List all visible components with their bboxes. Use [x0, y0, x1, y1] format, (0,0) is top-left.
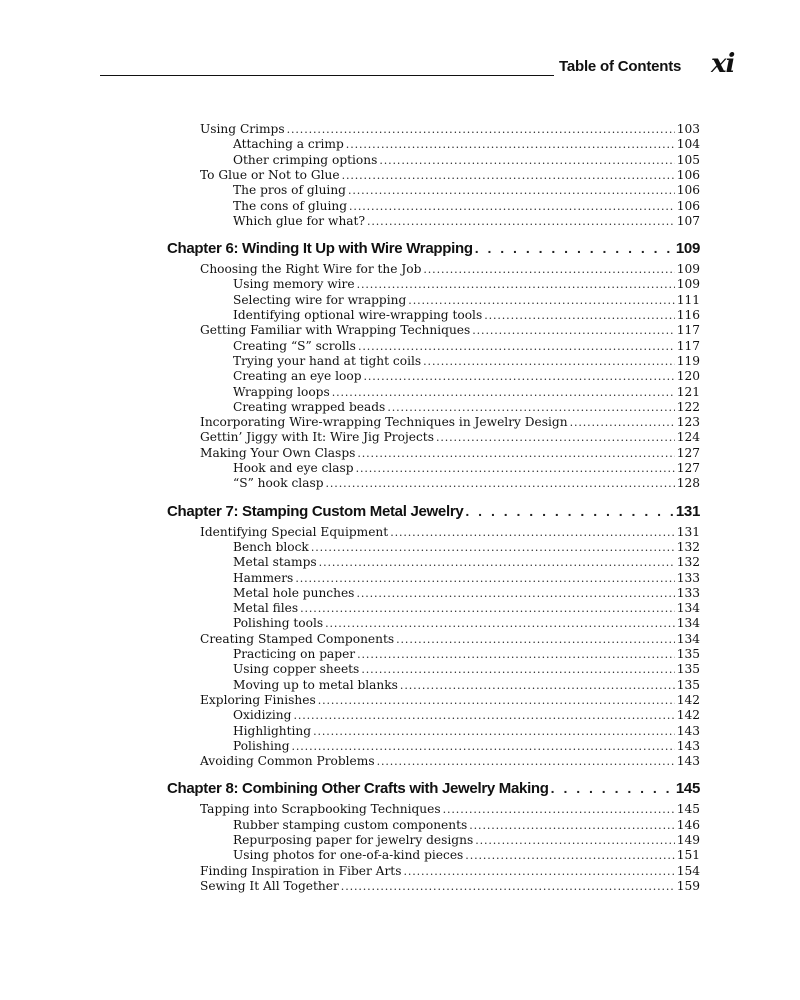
toc-entry-title: Which glue for what? [233, 213, 365, 228]
toc-entry-page-number: 149 [676, 833, 700, 847]
toc-entry-page-number: 159 [676, 878, 700, 893]
toc-entry-title: Using copper sheets [233, 662, 360, 677]
dot-leader [326, 476, 675, 491]
toc-section-entry [200, 415, 700, 430]
toc-entry-page-number: 109 [676, 262, 700, 277]
dot-leader [465, 502, 673, 521]
toc-entry-page-number: 143 [676, 723, 700, 738]
toc-entry-title: Chapter 8: Combining Other Crafts with Jewelry Making [167, 780, 549, 798]
toc-entry-page-number: 117 [676, 338, 700, 353]
toc-entry-title: Polishing tools [233, 616, 324, 631]
toc-subsection-entry [233, 339, 700, 354]
toc-entry-title: The pros of gluing [233, 183, 346, 198]
toc-entry-title: Other crimping options [233, 152, 378, 167]
toc-subsection-entry [233, 647, 700, 662]
toc-entry-page-number: 134 [676, 616, 700, 631]
toc-entry-title: Attaching a crimp [233, 137, 344, 152]
toc-entry-page-number: 132 [676, 539, 700, 554]
toc-entry-page-number: 123 [676, 415, 700, 430]
toc-subsection-entry [233, 601, 700, 616]
toc-entry-title: Finding Inspiration in Fiber Arts [200, 863, 402, 878]
toc-subsection-entry [233, 818, 700, 833]
toc-entry-title: Identifying optional wire-wrapping tools [233, 308, 483, 322]
toc-entry-title: The cons of gluing [233, 198, 348, 213]
toc-entry-title: Wrapping loops [233, 384, 330, 399]
toc-entry-page-number: 127 [676, 445, 700, 460]
toc-entry-title: Polishing [233, 738, 290, 753]
toc-entry-page-number: 117 [676, 323, 700, 338]
dot-leader [475, 833, 675, 848]
toc-entry-page-number: 146 [676, 817, 700, 832]
toc-entry-page-number: 135 [676, 677, 700, 692]
dot-leader [423, 262, 674, 277]
toc-entry-title: Using memory wire [233, 277, 355, 292]
dot-leader [364, 369, 675, 384]
toc-entry-title: “S” hook clasp [233, 476, 324, 491]
dot-leader [379, 153, 674, 168]
toc-entry-title: Chapter 6: Winding It Up with Wire Wrapping [167, 240, 473, 258]
toc-entry-page-number: 135 [676, 647, 700, 661]
dot-leader [332, 385, 675, 400]
dot-leader [325, 616, 675, 631]
toc-entry-page-number: 145 [676, 802, 700, 817]
toc-entry-page-number: 143 [676, 738, 700, 753]
toc-chapter-entry [167, 779, 700, 798]
toc-entry-page-number: 124 [676, 430, 700, 445]
toc-section-entry [200, 879, 700, 894]
toc-subsection-entry [233, 555, 700, 570]
toc-subsection-entry [233, 354, 700, 369]
toc-entry-page-number: 134 [676, 631, 700, 646]
dot-leader [342, 168, 675, 183]
toc-entry-title: Practicing on paper [233, 647, 356, 661]
dot-leader [443, 802, 675, 817]
toc-subsection-entry [233, 308, 700, 323]
dot-leader [346, 137, 675, 152]
dot-leader [357, 446, 674, 461]
toc-entry-title: Sewing It All Together [200, 878, 339, 893]
toc-entry-title: Creating Stamped Components [200, 631, 395, 646]
toc-entry-page-number: 109 [676, 277, 700, 292]
toc-section-entry [200, 693, 700, 708]
toc-entry-page-number: 133 [676, 585, 700, 600]
toc-entry-title: Hook and eye clasp [233, 461, 354, 475]
toc-section-entry [200, 632, 700, 647]
toc-entry-title: Rubber stamping custom components [233, 817, 468, 832]
dot-leader [313, 724, 675, 739]
dot-leader [570, 415, 675, 430]
toc-entry-page-number: 145 [675, 780, 700, 798]
toc-entry-title: Tapping into Scrapbooking Techniques [200, 802, 441, 817]
toc-entry-page-number: 151 [676, 848, 700, 863]
toc-subsection-entry [233, 293, 700, 308]
dot-leader [469, 818, 674, 833]
toc-subsection-entry [233, 183, 700, 198]
toc-entry-title: Identifying Special Equipment [200, 524, 389, 539]
toc-entry-title: Choosing the Right Wire for the Job [200, 262, 422, 277]
toc-entry-title: Bench block [233, 539, 309, 554]
toc-entry-page-number: 154 [676, 863, 700, 878]
toc-entry-page-number: 142 [676, 708, 700, 723]
dot-leader [292, 739, 675, 754]
toc-subsection-entry [233, 199, 700, 214]
toc-entry-title: Highlighting [233, 723, 312, 738]
dot-leader [436, 430, 675, 445]
toc-section-entry [200, 864, 700, 879]
toc-entry-title: Creating “S” scrolls [233, 338, 356, 353]
dot-leader [319, 555, 675, 570]
toc-subsection-entry [233, 540, 700, 555]
dot-leader [348, 183, 675, 198]
toc-entry-title: Moving up to metal blanks [233, 677, 398, 692]
dot-leader [396, 632, 675, 647]
toc-entry-title: Repurposing paper for jewelry designs [233, 833, 474, 847]
toc-entry-page-number: 142 [676, 692, 700, 707]
dot-leader [295, 571, 674, 586]
toc-entry-title: Avoiding Common Problems [200, 754, 375, 769]
dot-leader [475, 239, 674, 258]
dot-leader [403, 864, 674, 879]
toc-entry-page-number: 135 [676, 662, 700, 677]
toc-entry-page-number: 104 [676, 137, 700, 152]
toc-entry-title: Using Crimps [200, 122, 285, 136]
toc-entry-page-number: 122 [676, 399, 700, 414]
toc-subsection-entry [233, 833, 700, 848]
toc-entry-page-number: 127 [676, 461, 700, 475]
toc-entry-page-number: 106 [676, 198, 700, 213]
toc-section-entry [200, 122, 700, 137]
toc-entry-page-number: 120 [676, 369, 700, 384]
toc-entry-page-number: 119 [676, 353, 700, 368]
dot-leader [408, 293, 674, 308]
toc-entry-page-number: 109 [675, 240, 700, 258]
toc-entry-page-number: 131 [676, 524, 700, 539]
toc-section-entry [200, 430, 700, 445]
toc-entry-title: Making Your Own Clasps [200, 445, 356, 460]
toc-entry-title: Exploring Finishes [200, 692, 316, 707]
toc-subsection-entry [233, 476, 700, 491]
toc-entry-page-number: 143 [676, 754, 700, 769]
toc-entry-page-number: 134 [676, 601, 700, 616]
dot-leader [361, 662, 674, 677]
toc-subsection-entry [233, 662, 700, 677]
dot-leader [551, 779, 674, 798]
toc-subsection-entry [233, 153, 700, 168]
dot-leader [293, 708, 674, 723]
toc-section-entry [200, 802, 700, 817]
dot-leader [367, 214, 675, 229]
toc-section-entry [200, 446, 700, 461]
toc-subsection-entry [233, 214, 700, 229]
toc-subsection-entry [233, 461, 700, 476]
toc-entry-title: Metal files [233, 601, 299, 616]
toc-section-entry [200, 323, 700, 338]
toc-entry-page-number: 121 [676, 384, 700, 399]
dot-leader [400, 678, 675, 693]
dot-leader [484, 308, 675, 323]
toc-entry-title: Selecting wire for wrapping [233, 292, 407, 307]
toc-entry-title: Chapter 7: Stamping Custom Metal Jewelry [167, 502, 464, 520]
toc-subsection-entry [233, 678, 700, 693]
toc-entry-title: Gettin’ Jiggy with It: Wire Jig Projects [200, 430, 434, 445]
toc-entry-title: Creating an eye loop [233, 369, 362, 384]
toc-entry-title: Metal hole punches [233, 585, 355, 600]
toc-entry-title: Metal stamps [233, 555, 317, 570]
toc-entry-page-number: 103 [676, 122, 700, 136]
dot-leader [318, 693, 675, 708]
toc-subsection-entry [233, 369, 700, 384]
toc-entry-page-number: 133 [676, 570, 700, 585]
toc-entry-page-number: 116 [676, 308, 700, 322]
dot-leader [341, 879, 675, 894]
dot-leader [423, 354, 675, 369]
toc-entry-page-number: 111 [676, 292, 700, 307]
dot-leader [311, 540, 675, 555]
toc-section-entry [200, 754, 700, 769]
dot-leader [357, 647, 675, 662]
dot-leader [358, 339, 675, 354]
dot-leader [356, 461, 675, 476]
toc-entry-title: To Glue or Not to Glue [200, 167, 340, 182]
running-header-title: Table of Contents [559, 58, 682, 75]
toc-subsection-entry [233, 616, 700, 631]
dot-leader [357, 277, 675, 292]
toc-subsection-entry [233, 277, 700, 292]
dot-leader [356, 586, 674, 601]
toc-entry-title: Getting Familiar with Wrapping Techniques [200, 323, 471, 338]
toc-subsection-entry [233, 848, 700, 863]
toc-subsection-entry [233, 400, 700, 415]
toc-entry-title: Incorporating Wire-wrapping Techniques in Jewelry Design [200, 415, 568, 430]
toc-subsection-entry [233, 137, 700, 152]
toc-entry-page-number: 105 [676, 152, 700, 167]
toc-entry-title: Creating wrapped beads [233, 399, 386, 414]
dot-leader [465, 848, 674, 863]
toc-subsection-entry [233, 571, 700, 586]
toc-entry-title: Using photos for one-of-a-kind pieces [233, 848, 464, 863]
toc-subsection-entry [233, 385, 700, 400]
running-header-page-number: xi [711, 49, 735, 79]
toc-entry-page-number: 128 [676, 476, 700, 491]
dot-leader [377, 754, 675, 769]
toc-entry-page-number: 107 [676, 213, 700, 228]
toc-entry-page-number: 106 [676, 183, 700, 198]
dot-leader [390, 525, 675, 540]
dot-leader [349, 199, 675, 214]
toc-chapter-entry [167, 239, 700, 258]
toc-chapter-entry [167, 502, 700, 521]
toc-section-entry [200, 525, 700, 540]
toc-entry-page-number: 132 [676, 555, 700, 570]
toc-subsection-entry [233, 724, 700, 739]
toc-subsection-entry [233, 586, 700, 601]
toc-subsection-entry [233, 708, 700, 723]
dot-leader [287, 122, 675, 137]
dot-leader [472, 323, 674, 338]
toc-section-entry [200, 168, 700, 183]
dot-leader [300, 601, 675, 616]
toc-entry-title: Hammers [233, 570, 294, 585]
toc-entry-page-number: 106 [676, 167, 700, 182]
dot-leader [387, 400, 674, 415]
toc-entry-page-number: 131 [675, 502, 700, 520]
toc-entry-title: Oxidizing [233, 708, 292, 723]
toc-subsection-entry [233, 739, 700, 754]
toc-entry-title: Trying your hand at tight coils [233, 353, 422, 368]
toc-section-entry [200, 262, 700, 277]
